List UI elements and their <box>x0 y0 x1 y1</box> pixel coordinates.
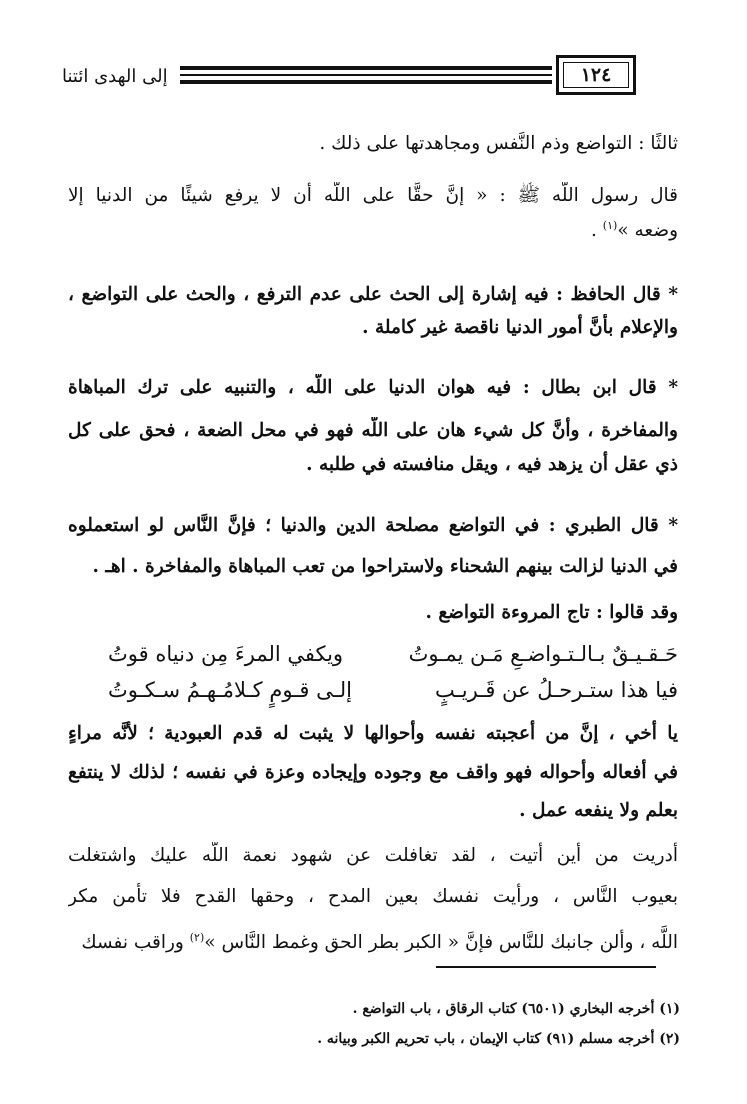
page-number <box>556 55 636 95</box>
poem-first-hemistich: فيا هذا ستـرحـلُ عن قَـريـبٍ <box>434 678 678 702</box>
body-line: أدريت من أين أُتيت ، لقد تغافلت عن شهود نعمة اللَّه عليك واشتغلت <box>68 845 678 866</box>
poem-verse <box>68 674 678 708</box>
body-line-text: وضعه » <box>617 220 678 242</box>
body-line: والإعلام بأنَّ أمور الدنيا ناقصة غير كاملة . <box>362 317 678 338</box>
body-line: في الدنيا لزالت بينهم الشحناء ولاستراحوا من تعب المباهاة والمفاخرة . اهـ . <box>92 556 678 577</box>
body-line: قال رسول اللَّه ﷺ : « إنَّ حقًّا على اللَّه أن لا يرفع شيئًا من الدنيا إلا <box>68 185 678 206</box>
running-title: إلى الهدى ائتنا <box>62 66 168 87</box>
body-line: ثالثًا : التواضع وذم النَّفس ومجاهدتها على ذلك . <box>319 133 678 154</box>
footnote-separator <box>436 966 656 968</box>
page-number-text: ١٢٤ <box>580 64 612 86</box>
poem-verse <box>68 638 678 672</box>
body-line: * قال الطبري : في التواضع مصلحة الدين والدنيا ؛ فإنَّ النَّاس لو استعملوه <box>68 515 678 536</box>
footnote: (١) أخرجه البخاري (٦٥٠١) كتاب الرقاق ، باب التواضع . <box>352 1001 680 1017</box>
body-line: * قال الحافظ : فيه إشارة إلى الحث على عدم الترفع ، والحث على التواضع ، <box>68 284 678 305</box>
body-line: بعيوب النَّاس ، ورأيت نفسك بعين المدح ، وحقها القدح فلا تأمن مكر <box>68 886 678 907</box>
body-line: والمفاخرة ، وأنَّ كل شيء هان على اللَّه فهو في محل الضعة ، فحق على كل <box>68 420 678 441</box>
body-line-continuation: وراقب نفسك <box>81 932 184 954</box>
body-line <box>68 212 678 242</box>
body-line <box>68 924 678 954</box>
header-rule-bottom <box>180 80 552 84</box>
body-line: يا أخي ، إنَّ من أعجبته نفسه وأحوالها لا يثبت له قدم العبودية ؛ لأنَّه مراءٍ <box>68 723 678 744</box>
header-rule-middle <box>180 74 552 76</box>
footnote-ref: (٢) <box>189 931 205 944</box>
poem-first-hemistich: حَـقـيـقٌ بـالـتـواضـعِ مَـن يمـوتُ <box>408 642 678 666</box>
poem-second-hemistich: إلـى قـومٍ كـلامُـهـمُ سـكـوتُ <box>108 678 352 702</box>
body-line: ذي عقل أن يزهد فيه ، ويقل منافسته في طلبه . <box>306 454 678 475</box>
body-line-text: اللَّه ، وألن جانبك للنَّاس فإنَّ « الكبر بطر الحق وغمط النَّاس » <box>204 932 678 954</box>
body-line: بعلم ولا ينفعه عمل . <box>519 800 678 821</box>
poem-second-hemistich: ويكفي المرءَ مِن دنياه قوتُ <box>108 642 344 666</box>
body-line: * قال ابن بطال : فيه هوان الدنيا على اللَّه ، والتنبيه على ترك المباهاة <box>68 377 678 398</box>
header-rule-top <box>180 66 552 70</box>
footnote: (٢) أخرجه مسلم (٩١) كتاب الإيمان ، باب تحريم الكبر وبيانه . <box>317 1031 680 1047</box>
footnote-ref: (١) <box>602 219 618 232</box>
body-line: في أفعاله وأحواله فهو واقف مع وجوده وإيجاده وعزة في نفسه ؛ لذلك لا ينتفع <box>68 762 678 783</box>
body-line: وقد قالوا : تاج المروءة التواضع . <box>425 602 678 623</box>
end-mark: . <box>591 220 597 242</box>
